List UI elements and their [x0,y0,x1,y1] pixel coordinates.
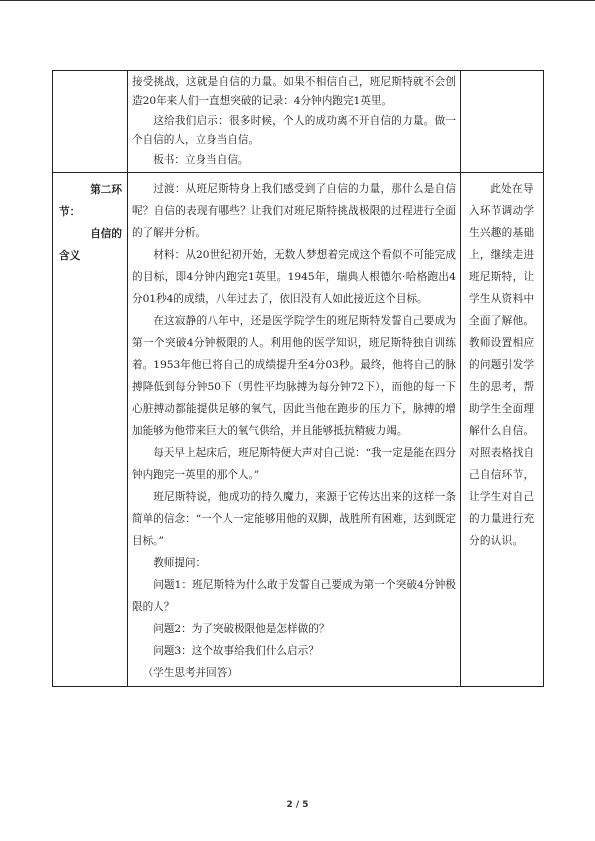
stage-title-line: 含义 [59,250,81,263]
stage-title-line: 第二环 [90,184,122,197]
design-intent-cell [461,173,544,687]
design-intent-cell-empty [461,71,544,173]
paragraph: 这给我们启示：很多时候，个人的成功离不开自信的力量。做一个自信的人，立身当自信。 [132,114,456,147]
question-1: 问题1：班尼斯特为什么敢于发誓自己要成为第一个突破4分钟极限的人？ [132,579,456,614]
question-2: 问题2：为了突破极限他是怎样做的？ [153,623,330,636]
stage-cell-empty [53,71,128,173]
stage-title-line: 自信的 [90,228,122,241]
stage-title-line: 节： [59,206,81,219]
content-cell [128,71,461,173]
paragraph-material: 材料：从20世纪初开始，无数人梦想着完成这个看似不可能完成的目标，即4分钟内跑完1英里。1945年，瑞典人根德尔·哈格跑出4分01秒4的成绩，八年过去了，依旧没有人如此接近这个目标。 [132,249,456,306]
teacher-question-heading: 教师提问： [153,557,207,570]
paragraph: 班尼斯特说，他成功的持久魔力，来源于它传达出来的这样一条简单的信念：“一个人一定能够用他的双脚，战胜所有困难，达到既定目标。” [132,491,456,548]
stage-cell [53,173,128,687]
paragraph: 每天早上起床后，班尼斯特便大声对自己说：“我一定是能在四分钟内跑完一英里的那个人。” [132,447,456,482]
student-activity-note: （学生思考并回答） [142,667,238,680]
header-rule [0,0,595,1]
content-cell [128,173,461,687]
paragraph: 在这寂静的八年中，还是医学院学生的班尼斯特发誓自己要成为第一个突破4分钟极限的人。利用他的医学知识，班尼斯特独自训练着。1953年他已将自己的成绩提升至4分03秒。最终，他将自己的脉搏降低到每分钟50下（男性平均脉搏为每分钟72下），而他的每一下心脏搏动都能提供足够的氧气，因此当他在跑步的压力下，脉搏的增加能够为他带来巨大的氧气供给，并且能够抵抗精疲力竭。 [132,315,456,438]
lesson-plan-table [52,70,544,687]
paragraph: 接受挑战，这就是自信的力量。如果不相信自己，班尼斯特就不会创造20年来人们一直想突破的记录：4分钟内跑完1英里。 [132,76,456,108]
page-number: 2 / 5 [286,800,309,810]
question-3: 问题3：这个故事给我们什么启示？ [153,645,319,658]
paragraph-transition: 过渡：从班尼斯特身上我们感受到了自信的力量，那什么是自信呢？自信的表现有哪些？让我们对班尼斯特挑战极限的过程进行全面的了解并分析。 [132,183,456,240]
design-intent-text: 此处在导入环节调动学生兴趣的基础上，继续走进班尼斯特，让学生从资料中全面了解他。教师设置相应的问题引发学生的思考，帮助学生全面理解什么自信。对照表格找自己自信环节，让学生对自己的力量进行充分的认识。 [469,183,535,548]
table-row-stage-2 [53,173,544,687]
paragraph: 板书：立身当自信。 [153,153,249,166]
table-row-continuation [53,71,544,173]
